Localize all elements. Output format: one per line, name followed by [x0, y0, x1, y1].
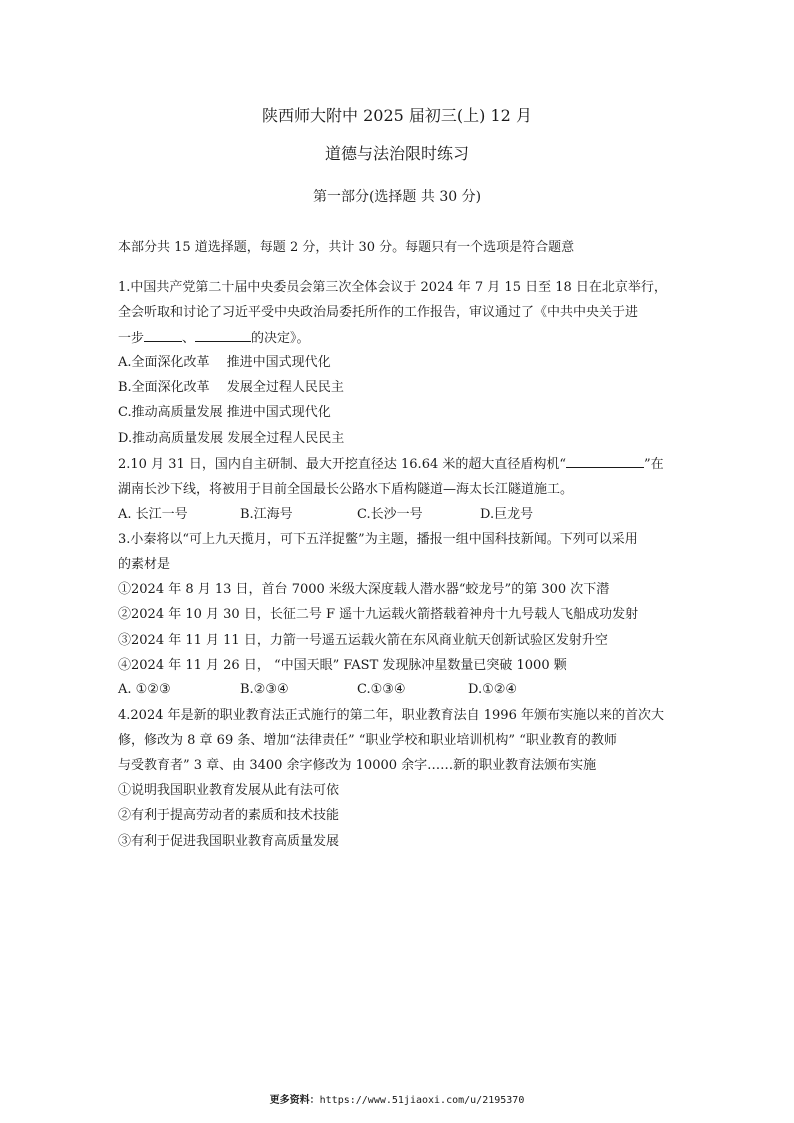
q1-option-c: C.推动高质量发展 推进中国式现代化 [118, 405, 331, 420]
q2-option-d: D.巨龙号 [480, 507, 534, 522]
q4-stem-line1: 4.2024 年是新的职业教育法正式施行的第二年，职业教育法自 1996 年颁布实施以来的首次大 [118, 708, 664, 723]
q1-option-b: B.全面深化改革 发展全过程人民民主 [118, 380, 344, 395]
exam-subtitle: 道德与法治限时练习 [324, 144, 469, 163]
q1-stem-ending: 的决定》。 [251, 331, 310, 346]
q3-stem-line2: 的素材是 [118, 557, 171, 572]
answer-blank [566, 455, 644, 468]
footer-link[interactable]: https://www.51jiaoxi.com/u/2195370 [319, 1095, 525, 1106]
q3-option-c: C.①③④ [357, 682, 406, 697]
q1-stem-text: 一步 [118, 331, 145, 346]
instructions: 本部分共 15 道选择题，每题 2 分，共计 30 分。每题只有一个选项是符合题意 [118, 240, 575, 255]
q4-stem-line3: 与受教育者” 3 章、由 3400 余字修改为 10000 余字……新的职业教育法颁布实施 [118, 758, 597, 773]
q2-option-a: A. 长江一号 [118, 507, 188, 522]
q3-option-a: A. ①②③ [118, 682, 171, 697]
q1-option-d: D.推动高质量发展 发展全过程人民民主 [118, 431, 345, 446]
q1-option-a: A.全面深化改革 推进中国式现代化 [118, 355, 331, 370]
q2-stem-line2: 湖南长沙下线，将被用于目前全国最长公路水下盾构隧道—海太长江隧道施工。 [118, 482, 574, 497]
q2-option-c: C.长沙一号 [357, 507, 423, 522]
footer-label: 更多资料： [269, 1095, 320, 1106]
q4-item-2: ②有利于提高劳动者的素质和技术技能 [118, 808, 340, 823]
q3-item-1: ①2024 年 8 月 13 日，首台 7000 米级大深度载人潜水器“蛟龙号”的第 300 次下潜 [118, 582, 610, 597]
footer [0, 1094, 794, 1108]
q3-option-b: B.②③④ [240, 682, 289, 697]
section-heading: 第一部分(选择题 共 30 分) [312, 189, 482, 205]
q2-stem-text: 2.10 月 31 日，国内自主研制、最大开挖直径达 16.64 米的超大直径盾构机“ [118, 457, 567, 472]
q4-item-1: ①说明我国职业教育发展从此有法可依 [118, 783, 340, 798]
q1-stem-line1: 1.中国共产党第二十届中央委员会第三次全体会议于 2024 年 7 月 15 日至 18 日在北京举行， [118, 280, 667, 295]
q2-stem-ending: ”在 [644, 457, 664, 472]
q4-item-3: ③有利于促进我国职业教育高质量发展 [118, 834, 340, 849]
q3-item-3: ③2024 年 11 月 11 日，力箭一号遥五运载火箭在东风商业航天创新试验区发射升空 [118, 633, 608, 648]
q2-option-b: B.江海号 [240, 507, 293, 522]
q4-stem-line2: 修，修改为 8 章 69 条、增加“法律责任” “职业学校和职业培训机构” “职业教育的教师 [118, 733, 617, 748]
q2-stem-line1 [118, 455, 664, 474]
answer-blank [195, 329, 251, 342]
q1-stem-line3 [118, 329, 310, 348]
q3-option-d: D.①②④ [468, 682, 518, 697]
exam-title: 陕西师大附中 2025 届初三(上) 12 月 [262, 106, 532, 125]
answer-blank [144, 329, 182, 342]
q1-stem-separator: 、 [182, 331, 196, 346]
q3-item-4: ④2024 年 11 月 26 日， “中国天眼” FAST 发现脉冲星数量已突破 1000 颗 [118, 658, 567, 673]
q3-item-2: ②2024 年 10 月 30 日，长征二号 F 遥十九运载火箭搭载着神舟十九号载人飞船成功发射 [118, 607, 639, 622]
q3-stem-line1: 3.小秦将以“可上九天揽月，可下五洋捉鳖”为主题，播报一组中国科技新闻。下列可以采用 [118, 532, 638, 547]
q1-stem-line2: 全会听取和讨论了习近平受中央政治局委托所作的工作报告，审议通过了《中共中央关于进 [118, 305, 639, 320]
